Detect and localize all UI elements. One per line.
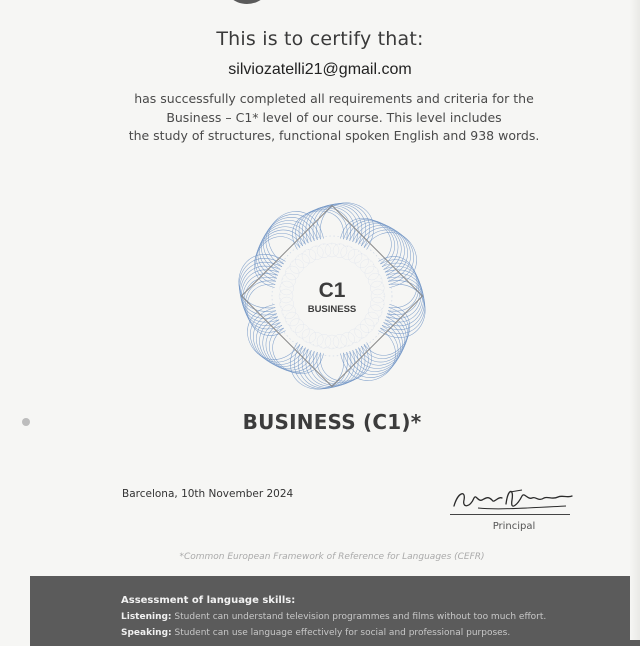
rosette-loop — [285, 312, 299, 326]
rosette-loop — [302, 329, 316, 343]
place-and-date: Barcelona, 10th November 2024 — [122, 488, 294, 500]
rosette-loop — [355, 324, 369, 338]
skill-row — [121, 628, 510, 638]
rosette-loop — [309, 246, 323, 260]
rosette-loop — [365, 266, 379, 280]
rosette-loop — [325, 335, 339, 349]
c1-business-seal — [232, 196, 432, 396]
institution-logo — [222, 0, 272, 4]
recipient-email: silviozatelli21@gmail.com — [228, 61, 412, 78]
rosette-loop — [348, 249, 362, 263]
rosette-loop — [341, 246, 355, 260]
assessment-title: Assessment of language skills: — [121, 595, 296, 606]
skill-description: Student can understand television programmes and films without too much effort. — [174, 612, 547, 622]
rosette-loop — [370, 297, 384, 311]
seal-code: C1 — [318, 279, 346, 302]
rosette-loop — [317, 334, 331, 348]
rosette-loop — [290, 259, 304, 273]
rosette-loop — [325, 243, 339, 257]
description-line: the study of structures, functional spoken English and 938 words. — [128, 128, 540, 143]
description-line: has successfully completed all requirements and criteria for the — [134, 91, 534, 106]
rosette-loop — [317, 244, 331, 258]
rosette-loop — [279, 289, 293, 303]
rosette-loop — [295, 324, 309, 338]
level-title: BUSINESS (C1)* — [242, 410, 422, 434]
rosette-loop — [371, 289, 385, 303]
rosette-loop — [368, 273, 382, 287]
skill-name: Listening: — [121, 612, 172, 622]
rosette-loop — [365, 312, 379, 326]
rosette-loop — [360, 319, 374, 333]
rosette-loop — [282, 273, 296, 287]
rosette-loop — [302, 249, 316, 263]
seal-label: BUSINESS — [307, 304, 357, 315]
cefr-footnote: *Common European Framework of Reference for Languages (CEFR) — [179, 552, 485, 562]
rosette-loop — [360, 259, 374, 273]
rosette-loop — [341, 332, 355, 346]
rosette-loop — [282, 305, 296, 319]
rosette-loop — [370, 281, 384, 295]
signature-line — [450, 514, 570, 515]
skill-name: Speaking: — [121, 628, 172, 638]
rosette-loop — [295, 254, 309, 268]
signatory-role: Principal — [492, 521, 536, 532]
guilloche-line — [293, 211, 344, 250]
skill-description: Student can use language effectively for social and professional purposes. — [174, 628, 511, 638]
rosette-loop — [309, 332, 323, 346]
certify-heading: This is to certify that: — [216, 28, 424, 50]
rosette-loop — [333, 244, 347, 258]
principal-signature — [448, 478, 578, 518]
description-line: Business – C1* level of our course. This level includes — [166, 109, 502, 125]
guilloche-line — [379, 257, 418, 308]
rosette-loop — [348, 329, 362, 343]
rosette-loop — [355, 254, 369, 268]
page-edge-shadow — [630, 0, 640, 640]
scan-artifact — [22, 418, 30, 426]
assessment-panel — [30, 576, 640, 646]
rosette-loop — [280, 297, 294, 311]
guilloche-line — [320, 343, 371, 382]
skill-row — [121, 612, 546, 622]
guilloche-line — [247, 284, 286, 335]
rosette-loop — [290, 319, 304, 333]
rosette-loop — [368, 305, 382, 319]
completion-description — [100, 90, 568, 146]
rosette-loop — [285, 266, 299, 280]
